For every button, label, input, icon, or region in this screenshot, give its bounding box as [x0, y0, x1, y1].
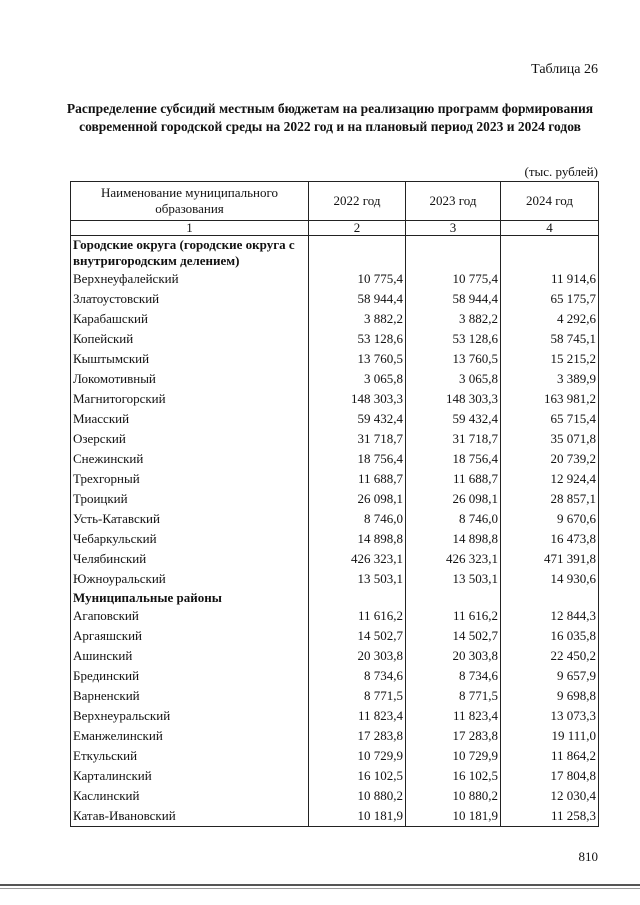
- value-2024: 14 930,6: [501, 569, 599, 589]
- value-2024: 13 073,3: [501, 706, 599, 726]
- value-2024: 16 473,8: [501, 529, 599, 549]
- value-2022: 17 283,8: [309, 726, 406, 746]
- table-row: [71, 349, 599, 369]
- value-2022: 8 734,6: [309, 666, 406, 686]
- municipality-name: Варненский: [71, 686, 309, 706]
- municipality-name: Карабашский: [71, 309, 309, 329]
- value-2022: 10 181,9: [309, 806, 406, 827]
- value-2023: 14 502,7: [406, 626, 501, 646]
- empty-cell: [309, 236, 406, 270]
- table-row: [71, 726, 599, 746]
- value-2023: 148 303,3: [406, 389, 501, 409]
- subsidy-table: [70, 181, 599, 827]
- table-row: [71, 626, 599, 646]
- value-2022: 3 882,2: [309, 309, 406, 329]
- table-row: [71, 329, 599, 349]
- municipality-name: Ашинский: [71, 646, 309, 666]
- value-2023: 14 898,8: [406, 529, 501, 549]
- table-row: [71, 786, 599, 806]
- municipality-name: Каслинский: [71, 786, 309, 806]
- table-row: [71, 509, 599, 529]
- value-2023: 13 760,5: [406, 349, 501, 369]
- value-2022: 18 756,4: [309, 449, 406, 469]
- value-2023: 3 065,8: [406, 369, 501, 389]
- table-row: [71, 706, 599, 726]
- value-2024: 65 175,7: [501, 289, 599, 309]
- value-2023: 8 734,6: [406, 666, 501, 686]
- municipality-name: Еткульский: [71, 746, 309, 766]
- value-2024: 11 914,6: [501, 269, 599, 289]
- value-2024: 3 389,9: [501, 369, 599, 389]
- value-2023: 18 756,4: [406, 449, 501, 469]
- section-heading: Городские округа (городские округа с внутригородским делением): [71, 236, 309, 270]
- empty-cell: [501, 236, 599, 270]
- value-2023: 53 128,6: [406, 329, 501, 349]
- column-header-2023: 2023 год: [406, 182, 501, 221]
- table-row: [71, 529, 599, 549]
- municipality-name: Кыштымский: [71, 349, 309, 369]
- value-2024: 12 030,4: [501, 786, 599, 806]
- value-2022: 53 128,6: [309, 329, 406, 349]
- value-2023: 17 283,8: [406, 726, 501, 746]
- table-row: [71, 289, 599, 309]
- municipality-name: Озерский: [71, 429, 309, 449]
- empty-cell: [309, 589, 406, 606]
- value-2023: 10 775,4: [406, 269, 501, 289]
- value-2022: 20 303,8: [309, 646, 406, 666]
- municipality-name: Копейский: [71, 329, 309, 349]
- section-heading-row: [71, 589, 599, 606]
- municipality-name: Агаповский: [71, 606, 309, 626]
- value-2022: 13 503,1: [309, 569, 406, 589]
- value-2024: 471 391,8: [501, 549, 599, 569]
- value-2024: 20 739,2: [501, 449, 599, 469]
- value-2023: 16 102,5: [406, 766, 501, 786]
- value-2024: 12 844,3: [501, 606, 599, 626]
- value-2024: 9 670,6: [501, 509, 599, 529]
- table-row: [71, 449, 599, 469]
- table-row: [71, 666, 599, 686]
- value-2023: 11 823,4: [406, 706, 501, 726]
- value-2022: 10 775,4: [309, 269, 406, 289]
- table-header-row: [71, 182, 599, 221]
- municipality-name: Карталинский: [71, 766, 309, 786]
- value-2024: 28 857,1: [501, 489, 599, 509]
- value-2024: 15 215,2: [501, 349, 599, 369]
- municipality-name: Челябинский: [71, 549, 309, 569]
- value-2022: 426 323,1: [309, 549, 406, 569]
- value-2022: 3 065,8: [309, 369, 406, 389]
- value-2024: 58 745,1: [501, 329, 599, 349]
- value-2023: 10 729,9: [406, 746, 501, 766]
- empty-cell: [406, 589, 501, 606]
- value-2023: 8 746,0: [406, 509, 501, 529]
- table-label: Таблица 26: [531, 62, 598, 77]
- value-2023: 26 098,1: [406, 489, 501, 509]
- table-row: [71, 469, 599, 489]
- column-number-row: [71, 221, 599, 236]
- page-number: 810: [578, 849, 598, 864]
- table-row: [71, 429, 599, 449]
- value-2022: 11 616,2: [309, 606, 406, 626]
- value-2024: 163 981,2: [501, 389, 599, 409]
- value-2023: 426 323,1: [406, 549, 501, 569]
- municipality-name: Трехгорный: [71, 469, 309, 489]
- municipality-name: Локомотивный: [71, 369, 309, 389]
- value-2024: 12 924,4: [501, 469, 599, 489]
- value-2022: 14 502,7: [309, 626, 406, 646]
- value-2022: 8 771,5: [309, 686, 406, 706]
- value-2023: 13 503,1: [406, 569, 501, 589]
- municipality-name: Еманжелинский: [71, 726, 309, 746]
- column-number: 2: [309, 221, 406, 236]
- value-2022: 8 746,0: [309, 509, 406, 529]
- column-number: 4: [501, 221, 599, 236]
- value-2024: 4 292,6: [501, 309, 599, 329]
- value-2023: 11 688,7: [406, 469, 501, 489]
- empty-cell: [406, 236, 501, 270]
- value-2024: 11 258,3: [501, 806, 599, 827]
- value-2023: 59 432,4: [406, 409, 501, 429]
- value-2022: 10 729,9: [309, 746, 406, 766]
- value-2023: 58 944,4: [406, 289, 501, 309]
- table-row: [71, 389, 599, 409]
- value-2023: 8 771,5: [406, 686, 501, 706]
- value-2024: 9 698,8: [501, 686, 599, 706]
- value-2024: 22 450,2: [501, 646, 599, 666]
- page-bottom-rule-secondary: [0, 888, 640, 889]
- municipality-name: Южноуральский: [71, 569, 309, 589]
- value-2022: 11 823,4: [309, 706, 406, 726]
- value-2023: 31 718,7: [406, 429, 501, 449]
- table-row: [71, 686, 599, 706]
- table-row: [71, 309, 599, 329]
- municipality-name: Верхнеуральский: [71, 706, 309, 726]
- value-2023: 11 616,2: [406, 606, 501, 626]
- value-2022: 31 718,7: [309, 429, 406, 449]
- municipality-name: Златоустовский: [71, 289, 309, 309]
- column-header-2024: 2024 год: [501, 182, 599, 221]
- value-2022: 13 760,5: [309, 349, 406, 369]
- value-2024: 35 071,8: [501, 429, 599, 449]
- municipality-name: Катав-Ивановский: [71, 806, 309, 827]
- table-row: [71, 806, 599, 827]
- municipality-name: Верхнеуфалейский: [71, 269, 309, 289]
- table-row: [71, 766, 599, 786]
- value-2022: 148 303,3: [309, 389, 406, 409]
- section-heading: Муниципальные районы: [71, 589, 309, 606]
- municipality-name: Троицкий: [71, 489, 309, 509]
- municipality-name: Магнитогорский: [71, 389, 309, 409]
- table-row: [71, 409, 599, 429]
- document-title: Распределение субсидий местным бюджетам на реализацию программ формирования современной городской среды на 2022 год и на плановый период 2023 и 2024 годов: [66, 101, 594, 134]
- value-2024: 16 035,8: [501, 626, 599, 646]
- table-row: [71, 489, 599, 509]
- value-2022: 26 098,1: [309, 489, 406, 509]
- value-2024: 65 715,4: [501, 409, 599, 429]
- value-2024: 17 804,8: [501, 766, 599, 786]
- municipality-name: Аргаяшский: [71, 626, 309, 646]
- units-note: (тыс. рублей): [524, 164, 598, 179]
- value-2023: 20 303,8: [406, 646, 501, 666]
- table-row: [71, 606, 599, 626]
- municipality-name: Миасский: [71, 409, 309, 429]
- table-row: [71, 549, 599, 569]
- municipality-name: Брединский: [71, 666, 309, 686]
- value-2023: 10 880,2: [406, 786, 501, 806]
- empty-cell: [501, 589, 599, 606]
- municipality-name: Чебаркульский: [71, 529, 309, 549]
- value-2024: 19 111,0: [501, 726, 599, 746]
- municipality-name: Усть-Катавский: [71, 509, 309, 529]
- column-header-2022: 2022 год: [309, 182, 406, 221]
- page-bottom-rule: [0, 884, 640, 886]
- column-number: 1: [71, 221, 309, 236]
- value-2022: 11 688,7: [309, 469, 406, 489]
- value-2024: 11 864,2: [501, 746, 599, 766]
- value-2022: 14 898,8: [309, 529, 406, 549]
- value-2022: 58 944,4: [309, 289, 406, 309]
- value-2024: 9 657,9: [501, 666, 599, 686]
- value-2023: 10 181,9: [406, 806, 501, 827]
- table-row: [71, 569, 599, 589]
- value-2022: 59 432,4: [309, 409, 406, 429]
- column-header-name: Наименование муниципального образования: [71, 182, 309, 221]
- value-2022: 16 102,5: [309, 766, 406, 786]
- table-row: [71, 746, 599, 766]
- table-row: [71, 269, 599, 289]
- table-row: [71, 369, 599, 389]
- table-row: [71, 646, 599, 666]
- value-2022: 10 880,2: [309, 786, 406, 806]
- section-heading-row: [71, 236, 599, 270]
- table-body: [71, 236, 599, 827]
- value-2023: 3 882,2: [406, 309, 501, 329]
- municipality-name: Снежинский: [71, 449, 309, 469]
- column-number: 3: [406, 221, 501, 236]
